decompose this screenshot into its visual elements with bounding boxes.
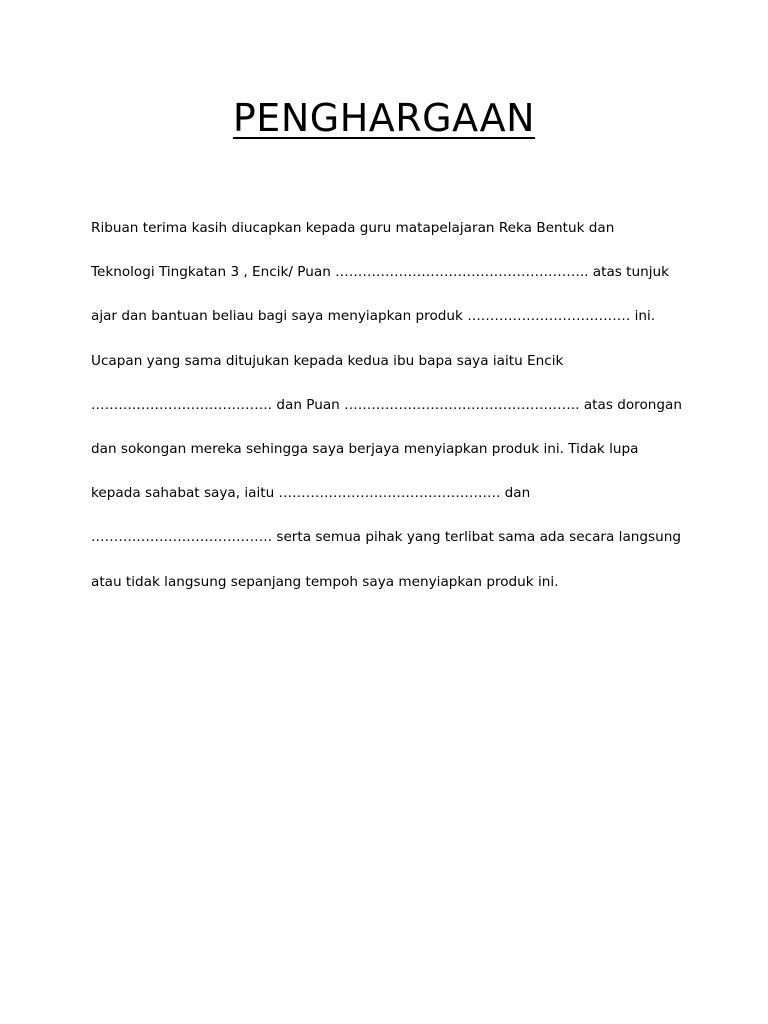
paragraph-line-2: Teknologi Tingkatan 3 , Encik/ Puan ……………………………………………….. atas tunjuk xyxy=(91,264,669,281)
page-title xyxy=(0,92,768,144)
paragraph-line-3: ajar dan bantuan beliau bagi saya menyiapkan produk ……………………………… ini. xyxy=(91,308,656,325)
paragraph-line-7: kepada sahabat saya, iaitu …………………………………………. dan xyxy=(91,485,531,502)
paragraph-line-9: atau tidak langsung sepanjang tempoh saya menyiapkan produk ini. xyxy=(91,573,559,590)
paragraph-line-5: …………………………………. dan Puan ……………………………………………. atas dorongan xyxy=(91,396,682,413)
page-title-text: PENGHARGAAN xyxy=(232,96,536,140)
paragraph-line-8: …………………………………. serta semua pihak yang terlibat sama ada secara langsung xyxy=(91,529,681,546)
paragraph-line-6: dan sokongan mereka sehingga saya berjaya menyiapkan produk ini. Tidak lupa xyxy=(91,440,639,457)
paragraph-line-4: Ucapan yang sama ditujukan kepada kedua ibu bapa saya iaitu Encik xyxy=(91,352,564,369)
paragraph-line-1: Ribuan terima kasih diucapkan kepada guru matapelajaran Reka Bentuk dan xyxy=(91,220,615,236)
acknowledgement-paragraph xyxy=(91,213,691,611)
